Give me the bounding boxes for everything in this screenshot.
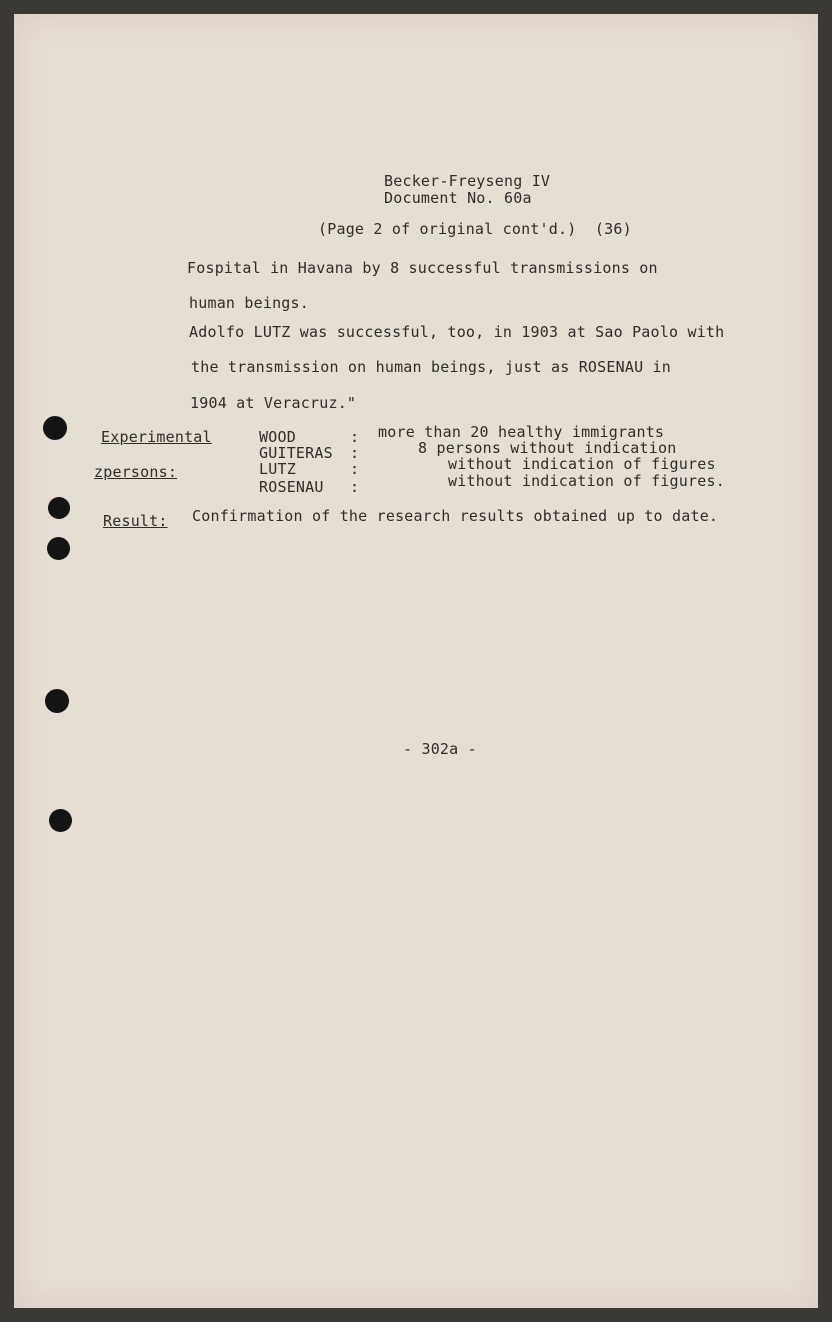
punch-hole bbox=[48, 497, 70, 519]
page-number: - 302a - bbox=[403, 740, 477, 758]
punch-hole bbox=[45, 689, 69, 713]
experiment-separator: : bbox=[350, 460, 360, 478]
punch-hole bbox=[47, 537, 70, 560]
document-page bbox=[14, 14, 818, 1308]
experiment-name: ROSENAU bbox=[259, 478, 324, 496]
persons-label: zpersons: bbox=[94, 463, 178, 481]
body-line: Adolfo LUTZ was successful, too, in 1903 at Sao Paolo with bbox=[189, 323, 725, 341]
experiment-description: more than 20 healthy immigrants bbox=[378, 423, 665, 441]
experiment-name: LUTZ bbox=[259, 460, 296, 478]
experiment-name: GUITERAS bbox=[259, 444, 333, 462]
body-line: human beings. bbox=[189, 294, 309, 312]
body-line: Fospital in Havana by 8 successful transmissions on bbox=[187, 259, 658, 277]
document-series: Becker-Freyseng IV bbox=[384, 172, 551, 190]
punch-hole bbox=[49, 809, 72, 832]
result-text: Confirmation of the research results obtained up to date. bbox=[192, 507, 719, 525]
page-reference: (Page 2 of original cont'd.) (36) bbox=[318, 220, 632, 238]
experimental-label: Experimental bbox=[101, 428, 212, 446]
experiment-separator: : bbox=[350, 428, 360, 446]
experiment-name: WOOD bbox=[259, 428, 296, 446]
punch-hole bbox=[43, 416, 67, 440]
experiment-separator: : bbox=[350, 444, 360, 462]
experiment-separator: : bbox=[350, 478, 360, 496]
result-label: Result: bbox=[103, 512, 168, 530]
experiment-description: 8 persons without indication bbox=[418, 439, 677, 457]
document-number: Document No. 60a bbox=[384, 189, 532, 207]
experiment-description: without indication of figures. bbox=[448, 472, 725, 490]
body-line: 1904 at Veracruz." bbox=[190, 394, 357, 412]
experiment-description: without indication of figures bbox=[448, 455, 716, 473]
body-line: the transmission on human beings, just as ROSENAU in bbox=[191, 358, 671, 376]
